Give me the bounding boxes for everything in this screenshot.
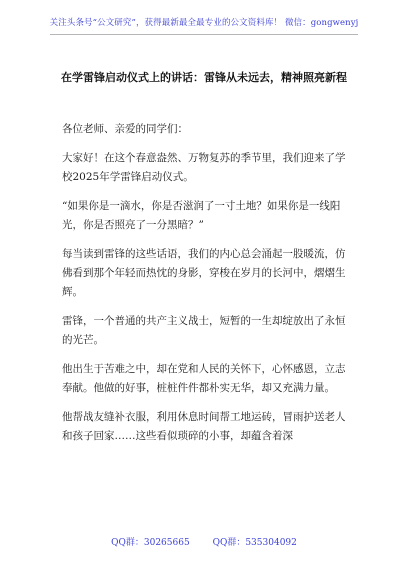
- header-banner: 关注头条号“公文研究”，获得最新最全最专业的公文资料库！ 微信：gongwenyj: [49, 18, 359, 28]
- paragraph: 每当读到雷锋的这些话语，我们的内心总会涌起一股暖流，仿佛看到那个年轻而热忱的身影，穿梭在岁月的长河中，熠熠生辉。: [62, 248, 346, 298]
- footer-qq-group-2: QQ群：535304092: [212, 538, 297, 548]
- footer-qq-group-1: QQ群：30265665: [111, 538, 190, 548]
- header-divider: [50, 34, 358, 35]
- footer: [0, 535, 408, 548]
- document-body: [62, 120, 354, 456]
- document-title: 在学雷锋启动仪式上的讲话：雷锋从未远去，精神照亮新程: [61, 71, 347, 84]
- paragraph: 大家好！在这个春意盎然、万物复苏的季节里，我们迎来了学校2025年学雷锋启动仪式。: [62, 152, 346, 183]
- paragraph: “如果你是一滴水，你是否滋润了一寸土地？如果你是一线阳光，你是否照亮了一分黑暗？”: [62, 200, 341, 231]
- paragraph: 他帮战友缝补衣服，利用休息时间帮工地运砖，冒雨护送老人和孩子回家……这些看似琐碎的小事，却蕴含着深: [62, 411, 346, 442]
- paragraph: 雷锋，一个普通的共产主义战士，短暂的一生却绽放出了永恒的光芒。: [62, 315, 346, 346]
- salutation: 各位老师、亲爱的同学们：: [62, 123, 188, 135]
- paragraph: 他出生于苦难之中，却在党和人民的关怀下，心怀感恩，立志奉献。他做的好事，桩桩件件都朴实无华，却又充满力量。: [62, 363, 346, 394]
